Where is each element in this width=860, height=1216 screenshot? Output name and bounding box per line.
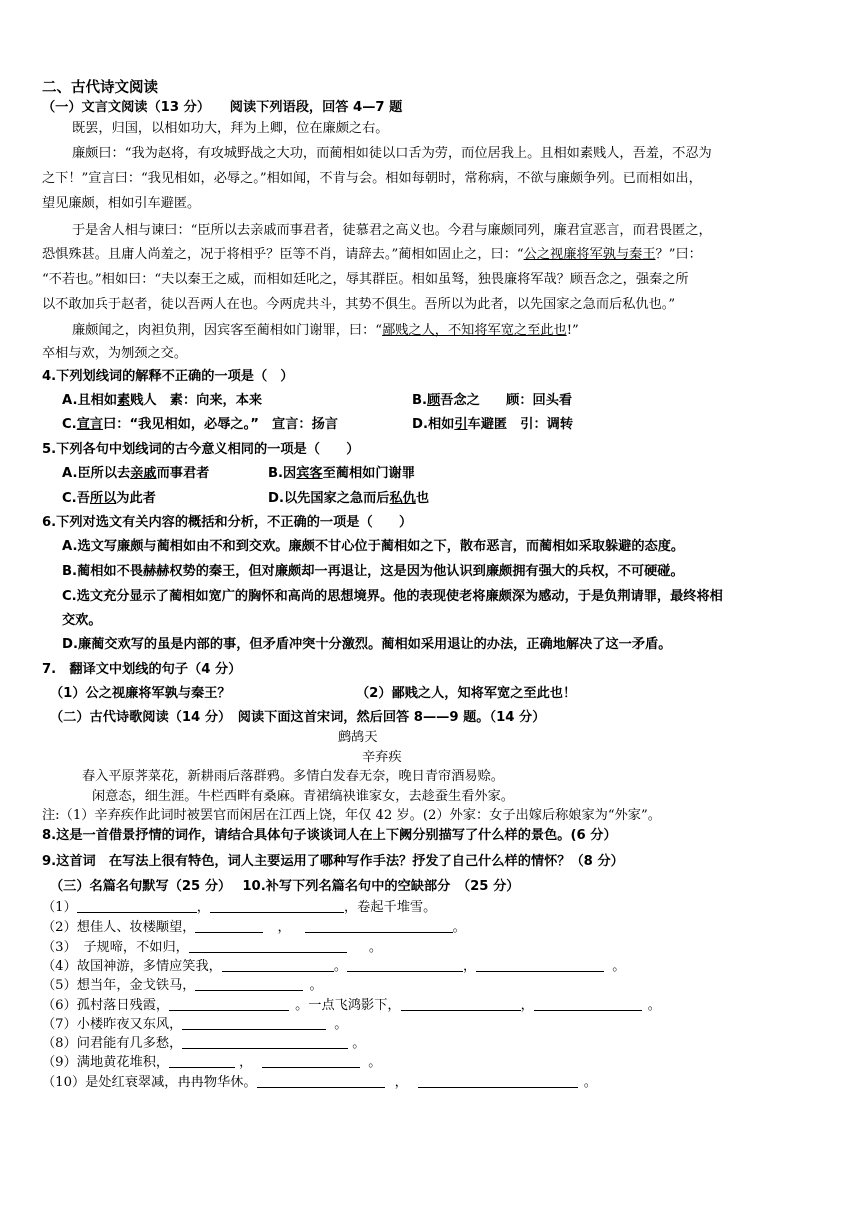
text-segment: A.且相如: [62, 393, 118, 408]
text-segment: D.相如: [412, 417, 455, 432]
passage-paragraph-1: 既罢，归国，以相如功大，拜为上卿，位在廉颇之右。: [72, 121, 389, 136]
answer-blank[interactable]: [195, 918, 263, 933]
text-segment: ，: [239, 1055, 253, 1070]
text-segment: A.臣所以去: [62, 466, 131, 481]
text-segment: 也: [415, 491, 430, 506]
text-segment: 。: [309, 978, 323, 993]
text-segment: 。: [352, 1036, 366, 1051]
text-segment: 。: [333, 959, 348, 974]
passage-line: 廉颇闻之，肉袒负荆，因宾客至蔺相如门谢罪，曰：“鄙贱之人，不知将军宽之至此也!”: [72, 323, 579, 338]
text-segment: （1）: [42, 900, 77, 915]
answer-blank[interactable]: [189, 938, 347, 953]
text-segment: （7）小楼昨夜又东风，: [42, 1017, 183, 1032]
fill-item-9: [42, 1053, 381, 1072]
underlined-word: 宣言: [76, 417, 104, 432]
answer-blank[interactable]: [476, 957, 604, 972]
text-segment: 。: [334, 1017, 348, 1032]
text-segment: （9）满地黄花堆积，: [42, 1055, 170, 1070]
question-4-stem: 4.下列划线词的解释不正确的一项是（ ）: [42, 369, 294, 384]
text-segment: （5）想当年，金戈铁马，: [42, 978, 196, 993]
fill-item-5: [42, 976, 323, 995]
text-segment: 为此者: [116, 491, 156, 506]
text-segment: 。: [368, 940, 383, 955]
text-segment: 曰：“我见相如，必辱之。” 宣言：扬言: [103, 417, 338, 432]
question-7-stem: 7. 翻译文中划线的句子（4 分）: [42, 662, 242, 677]
poem-title: 鹧鸪天: [338, 730, 378, 745]
question-8: 8.这是一首借景抒情的词作，请结合具体句子谈谈词人在上下阙分别描写了什么样的景色。(6 分）: [42, 828, 617, 843]
passage-line: 廉颇曰：“我为赵将，有攻城野战之大功，而蔺相如徒以口舌为劳，而位居我上。且相如素贱人，吾羞，不忍为: [72, 146, 712, 161]
text-segment: （4）故国神游，多情应笑我，: [42, 959, 222, 974]
text-segment: D.以先国家之急而后: [268, 491, 390, 506]
poem-line-2: 闲意态，细生涯。牛栏西畔有桑麻。青裙缟袂谁家女，去趁蚕生看外家。: [92, 789, 514, 804]
fill-item-4: [42, 957, 625, 976]
underlined-word: 私仇: [389, 491, 416, 506]
question-6-option-d: D.廉蔺交欢写的虽是内部的事，但矛盾冲突十分激烈。蔺相如采用退让的办法，正确地解决了这一矛盾。: [62, 637, 672, 652]
answer-blank[interactable]: [222, 957, 334, 972]
passage-line: 于是舍人相与谏曰：“臣所以去亲戚而事君者，徒慕君之高义也。今君与廉颇同列，廉君宣恶言，而君畏匿之，: [72, 223, 712, 238]
question-6-option-a: A.选文写廉颇与蔺相如由不和到交欢。廉颇不甘心位于蔺相如之下，散布恶言，而蔺相如采取躲避的态度。: [62, 539, 685, 554]
text-segment: 。: [612, 959, 626, 974]
question-4-option-b: [412, 392, 572, 410]
answer-blank[interactable]: [182, 1015, 326, 1030]
text-segment: ，: [196, 900, 210, 915]
text-segment: （10）是处红衰翠减，冉冉物华休。: [42, 1075, 257, 1090]
underlined-sentence-1: 公之视廉将军孰与秦王: [523, 247, 656, 262]
answer-blank[interactable]: [210, 898, 344, 913]
text-segment: 。: [583, 1075, 597, 1090]
text-segment: 。: [647, 998, 661, 1013]
text-segment: 。: [452, 920, 466, 935]
part2-heading: （二）古代诗歌阅读（14 分） 阅读下面这首宋词，然后回答 8——9 题。（14 分）: [50, 710, 546, 725]
part1-heading: （一）文言文阅读（13 分） 阅读下列语段，回答 4—7 题: [42, 100, 403, 115]
underlined-word: 所以: [89, 491, 117, 506]
answer-blank[interactable]: [169, 1053, 235, 1068]
text-segment: 贱人 素：向来，本来: [130, 393, 263, 408]
underlined-word: 顾: [427, 393, 441, 408]
poem-author: 辛弃疾: [362, 750, 402, 765]
text-segment: ，: [520, 998, 534, 1013]
question-9: 9.这首词 在写法上很有特色，词人主要运用了哪种写作手法？抒发了自己什么样的情怀？（8 分）: [42, 854, 624, 869]
underlined-word: 亲戚: [130, 466, 157, 481]
fill-item-8: [42, 1034, 365, 1053]
text-segment: 。: [368, 1055, 382, 1070]
poem-note: 注:（1）辛弃疾作此词时被罢官而闲居在江西上饶，年仅 42 岁。(2）外家：女子出嫁后称娘家为“外家”。: [42, 808, 661, 823]
question-4-option-d: [412, 416, 573, 434]
answer-blank[interactable]: [401, 996, 521, 1011]
question-5-option-c: [62, 490, 156, 508]
answer-blank[interactable]: [534, 996, 642, 1011]
passage-line: 之下！”宣言曰：“我见相如，必辱之。”相如闻，不肯与会。相如每朝时，常称病，不欲与廉颇争列。已而相如出，: [42, 171, 702, 186]
passage-line: “不若也。”相如曰：“夫以秦王之威，而相如廷叱之，辱其群臣。相如虽驽，独畏廉将军哉？顾吾念之，强秦之所: [42, 272, 689, 287]
text-segment: C.吾: [62, 491, 90, 506]
question-4-option-a: [62, 392, 262, 410]
question-5-option-b: [268, 465, 415, 483]
question-5-stem: 5.下列各句中划线词的古今意义相同的一项是（ ）: [42, 442, 360, 457]
text-segment: ，: [394, 1075, 408, 1090]
text-segment: C.: [62, 417, 77, 432]
answer-blank[interactable]: [182, 1034, 348, 1049]
underlined-word: 引: [454, 417, 468, 432]
text-segment: 车避匿 引：调转: [467, 417, 574, 432]
answer-blank[interactable]: [347, 957, 463, 972]
passage-line: 卒相与欢，为刎颈之交。: [42, 346, 188, 361]
text-segment: 而事君者: [156, 466, 210, 481]
fill-item-2: [42, 918, 466, 937]
underlined-word: 宾客: [296, 466, 323, 481]
question-5-option-d: [268, 490, 429, 508]
question-5-option-a: [62, 465, 209, 483]
passage-line: 望见廉颇，相如引车避匿。: [42, 196, 201, 211]
question-6-option-c: C.选文充分显示了蔺相如宽广的胸怀和高尚的思想境界。他的表现使老将廉颇深为感动，于是负荆请罪，最终将相: [62, 589, 723, 604]
answer-blank[interactable]: [77, 898, 197, 913]
text-segment: （8）问君能有几多愁，: [42, 1036, 183, 1051]
fill-item-6: [42, 996, 661, 1015]
text-segment: （2）想佳人、妆楼颙望，: [42, 920, 196, 935]
fill-item-7: [42, 1015, 347, 1034]
text-segment: 。一点飞鸿影下，: [295, 998, 401, 1013]
underlined-word: 素: [117, 393, 131, 408]
text-segment: B.: [412, 393, 428, 408]
question-6-option-b: B.蔺相如不畏赫赫权势的秦王，但对廉颇却一再退让，这是因为他认识到廉颇拥有强大的兵权，不可硬碰。: [62, 564, 684, 579]
fill-item-3: [42, 938, 382, 957]
text-segment: ，: [463, 959, 477, 974]
fill-item-1: [42, 898, 436, 917]
part3-heading: （三）名篇名句默写（25 分） 10.补写下列名篇名句中的空缺部分 （25 分）: [50, 879, 520, 894]
question-7-sentence-2: （2）鄙贱之人，知将军宽之至此也！: [356, 686, 577, 701]
text-segment: （3） 子规啼，不如归，: [42, 940, 189, 955]
answer-blank[interactable]: [169, 996, 289, 1011]
question-6-stem: 6.下列对选文有关内容的概括和分析，不正确的一项是（ ）: [42, 515, 413, 530]
text-segment: B.因: [268, 466, 297, 481]
question-7-sentence-1: （1）公之视廉将军孰与秦王？: [50, 686, 231, 701]
answer-blank[interactable]: [195, 976, 303, 991]
answer-blank[interactable]: [262, 1053, 360, 1068]
question-6-option-c-cont: 交欢。: [62, 613, 102, 628]
answer-blank[interactable]: [418, 1073, 578, 1088]
passage-line: 恐惧殊甚。且庸人尚羞之，况于将相乎？臣等不肖，请辞去。”蔺相如固止之，曰：“公之视廉将军孰与秦王？”曰：: [42, 247, 702, 262]
poem-line-1: 春入平原荠菜花，新耕雨后落群鸦。多情白发春无奈，晚日青帘酒易赊。: [82, 769, 504, 784]
text-segment: 至蔺相如门谢罪: [322, 466, 415, 481]
answer-blank[interactable]: [305, 918, 453, 933]
text-segment: （6）孤村落日残霞，: [42, 998, 170, 1013]
text-segment: ，卷起千堆雪。: [343, 900, 437, 915]
question-4-option-c: [62, 416, 338, 434]
text-segment: ，: [277, 920, 291, 935]
answer-blank[interactable]: [257, 1073, 385, 1088]
text-segment: 吾念之 顾：回头看: [440, 393, 573, 408]
passage-line: 以不敢加兵于赵者，徒以吾两人在也。今两虎共斗，其势不俱生。吾所以为此者，以先国家之急而后私仇也。”: [42, 297, 676, 312]
section-title: 二、古代诗文阅读: [42, 80, 158, 96]
underlined-sentence-2: 鄙贱之人，不知将军宽之至此也: [382, 323, 567, 338]
fill-item-10: [42, 1073, 597, 1092]
